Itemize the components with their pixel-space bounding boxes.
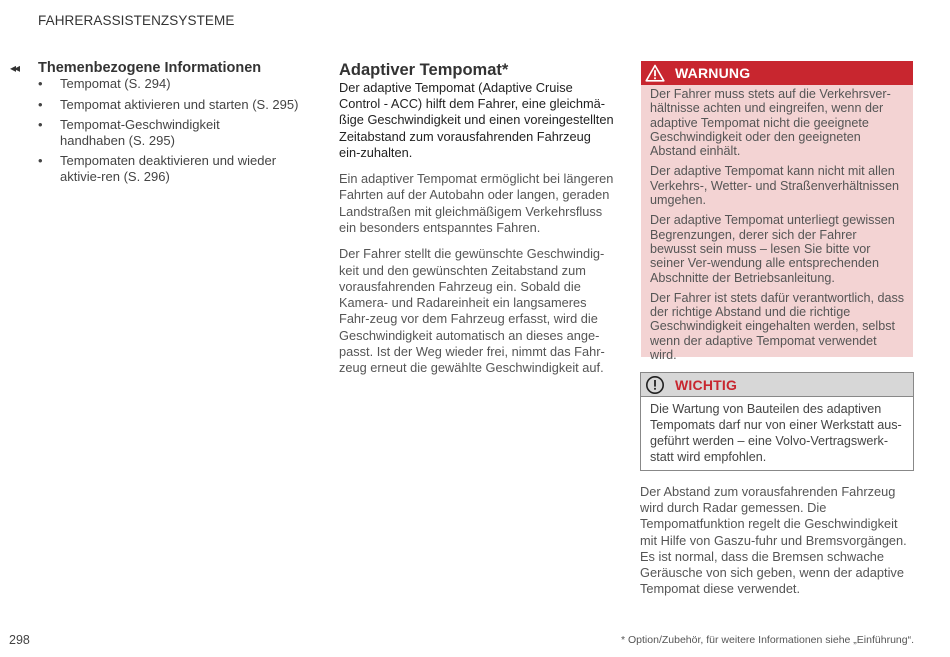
warning-body xyxy=(641,85,913,362)
related-link-tempomat[interactable]: • Tempomat (S. 294) xyxy=(38,76,315,92)
warning-paragraph: Der Fahrer ist stets dafür verantwortlich, dass der richtige Abstand und die richtige Geschwindigkeit eingehalten werden, selbst wenn der adaptive Tempomat verwendet wird. xyxy=(650,290,905,363)
article-paragraph: Ein adaptiver Tempomat ermöglicht bei längeren Fahrten auf der Autobahn oder langen, geraden Landstraßen mit gleichmäßigem Verkehrsfluss ein besonders entspanntes Fahren. xyxy=(339,171,614,235)
related-link-activate[interactable]: • Tempomat aktivieren und starten (S. 295) xyxy=(38,97,315,113)
related-link-speed[interactable]: • Tempomat-Geschwindigkeit handhaben (S. 295) xyxy=(38,117,278,148)
important-text: Die Wartung von Bauteilen des adaptiven Tempomats darf nur von einer Werkstatt aus-geführt werden – eine Volvo-Vertragswerk-statt wird empfohlen. xyxy=(650,402,902,464)
article-lead: Der adaptive Tempomat (Adaptive Cruise Control - ACC) hilft dem Fahrer, eine gleichmä-ßige Geschwindigkeit und einen voreingestellten Zeitabstand zum vorausfahrenden Fahrzeug ein-zuhalten. xyxy=(339,80,614,160)
related-topics-header xyxy=(10,60,315,76)
warning-title: WARNUNG xyxy=(675,65,751,81)
warning-paragraph: Der adaptive Tempomat unterliegt gewissen Begrenzungen, derer sich der Fahrer bewusst sein muss – lesen Sie bitte vor seiner Ver-wendung alle entsprechenden Abschnitte der Betriebsanleitung. xyxy=(650,213,895,285)
warning-triangle-icon xyxy=(645,64,665,82)
related-topics-list xyxy=(38,76,315,184)
related-topics-title: Themenbezogene Informationen xyxy=(38,60,262,76)
important-header xyxy=(641,373,913,397)
article-title: Adaptiver Tempomat* xyxy=(339,61,509,79)
warning-paragraph: Der adaptive Tempomat kann nicht mit allen Verkehrs-, Wetter- und Straßenverhältnissen umgehen. xyxy=(650,164,899,208)
page-number: 298 xyxy=(9,633,30,647)
important-box xyxy=(640,372,914,471)
double-chevron-left-icon[interactable]: ◂◂ xyxy=(10,61,19,75)
footnote: * Option/Zubehör, für weitere Informationen siehe „Einführung“. xyxy=(621,634,914,646)
article xyxy=(339,60,614,377)
radar-paragraph: Der Abstand zum vorausfahrenden Fahrzeug wird durch Radar gemessen. Die Tempomatfunktion regelt die Geschwindigkeit mit Hilfe von Gaszu-fuhr und Bremsvorgängen. Es ist normal, dass die Bremsen schwache Geräusche von sich geben, wenn der adaptive Tempomat diese verwendet. xyxy=(640,484,907,597)
exclamation-circle-icon xyxy=(645,375,665,395)
related-link-deactivate[interactable]: • Tempomaten deaktivieren und wieder aktivie-ren (S. 296) xyxy=(38,153,310,184)
warning-paragraph: Der Fahrer muss stets auf die Verkehrsver-hältnisse achten und eingreifen, wenn der adaptive Tempomat nicht die geeignete Geschwindigkeit oder den geeigneten Abstand einhält. xyxy=(650,87,891,159)
article-paragraph: Der Fahrer stellt die gewünschte Geschwindig-keit und den gewünschten Zeitabstand zum vorausfahrenden Fahrzeug ein. Sobald die Kamera- und Radareinheit ein langsameres Fahr-zeug vor dem Fahrzeug erfasst, wird die Geschwindigkeit automatisch an dieses ange-passt. Ist der Weg wieder frei, nimmt das Fahr-zeug erneut die gewählte Geschwindigkeit auf. xyxy=(339,246,605,376)
related-topics xyxy=(10,60,315,189)
important-title: WICHTIG xyxy=(675,376,738,393)
warning-header xyxy=(641,61,913,85)
section-title: FAHRERASSISTENZSYSTEME xyxy=(38,13,235,28)
warning-box xyxy=(641,61,913,363)
